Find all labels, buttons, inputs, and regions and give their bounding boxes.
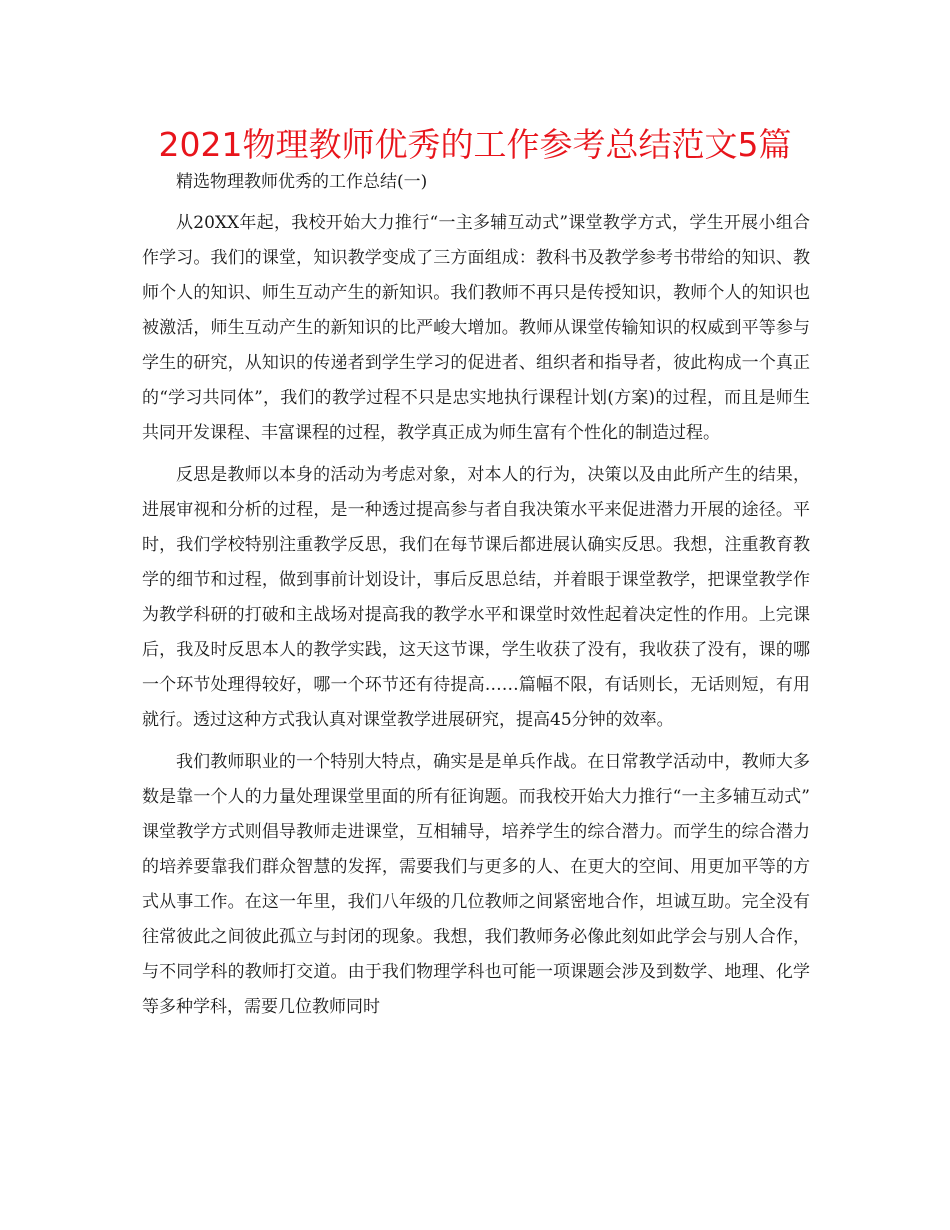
document-title: 2021物理教师优秀的工作参考总结范文5篇: [158, 125, 792, 164]
paragraph-3: 我们教师职业的一个特别大特点，确实是是单兵作战。在日常教学活动中，教师大多数是靠一个人的力量处理课堂里面的所有征询题。而我校开始大力推行“一主多辅互动式”课堂教学方式则倡导教师走进课堂，互相辅导，培养学生的综合潜力。而学生的综合潜力的培养要靠我们群众智慧的发挥，需要我们与更多的人、在更大的空间、用更加平等的方式从事工作。在这一年里，我们八年级的几位教师之间紧密地合作，坦诚互助。完全没有往常彼此之间彼此孤立与封闭的现象。我想，我们教师务必像此刻如此学会与别人合作，与不同学科的教师打交道。由于我们物理学科也可能一项课题会涉及到数学、地理、化学等多种学科，需要几位教师同时: [142, 752, 810, 1017]
section-heading: 精选物理教师优秀的工作总结(一): [176, 172, 428, 192]
paragraph-2: 反思是教师以本身的活动为考虑对象，对本人的行为，决策以及由此所产生的结果，进展审视和分析的过程，是一种透过提高参与者自我决策水平来促进潜力开展的途径。平时，我们学校特别注重教学反思，我们在每节课后都进展认确实反思。我想，注重教育教学的细节和过程，做到事前计划设计，事后反思总结，并着眼于课堂教学，把课堂教学作为教学科研的打破和主战场对提高我的教学水平和课堂时效性起着决定性的作用。上完课后，我及时反思本人的教学实践，这天这节课，学生收获了没有，我收获了没有，课的哪一个环节处理得较好，哪一个环节还有待提高……篇幅不限，有话则长，无话则短，有用就行。透过这种方式我认真对课堂教学进展研究，提高45分钟的效率。: [142, 465, 810, 730]
document-body: [142, 165, 810, 1025]
paragraph-1: 从20XX年起，我校开始大力推行“一主多辅互动式”课堂教学方式，学生开展小组合作学习。我们的课堂，知识教学变成了三方面组成：教科书及教学参考书带给的知识、教师个人的知识、师生互动产生的新知识。我们教师不再只是传授知识，教师个人的知识也被激活，师生互动产生的新知识的比严峻大增加。教师从课堂传输知识的权威到平等参与学生的研究，从知识的传递者到学生学习的促进者、组织者和指导者，彼此构成一个真正的“学习共同体”，我们的教学过程不只是忠实地执行课程计划(方案)的过程，而且是师生共同开发课程、丰富课程的过程，教学真正成为师生富有个性化的制造过程。: [142, 213, 810, 443]
